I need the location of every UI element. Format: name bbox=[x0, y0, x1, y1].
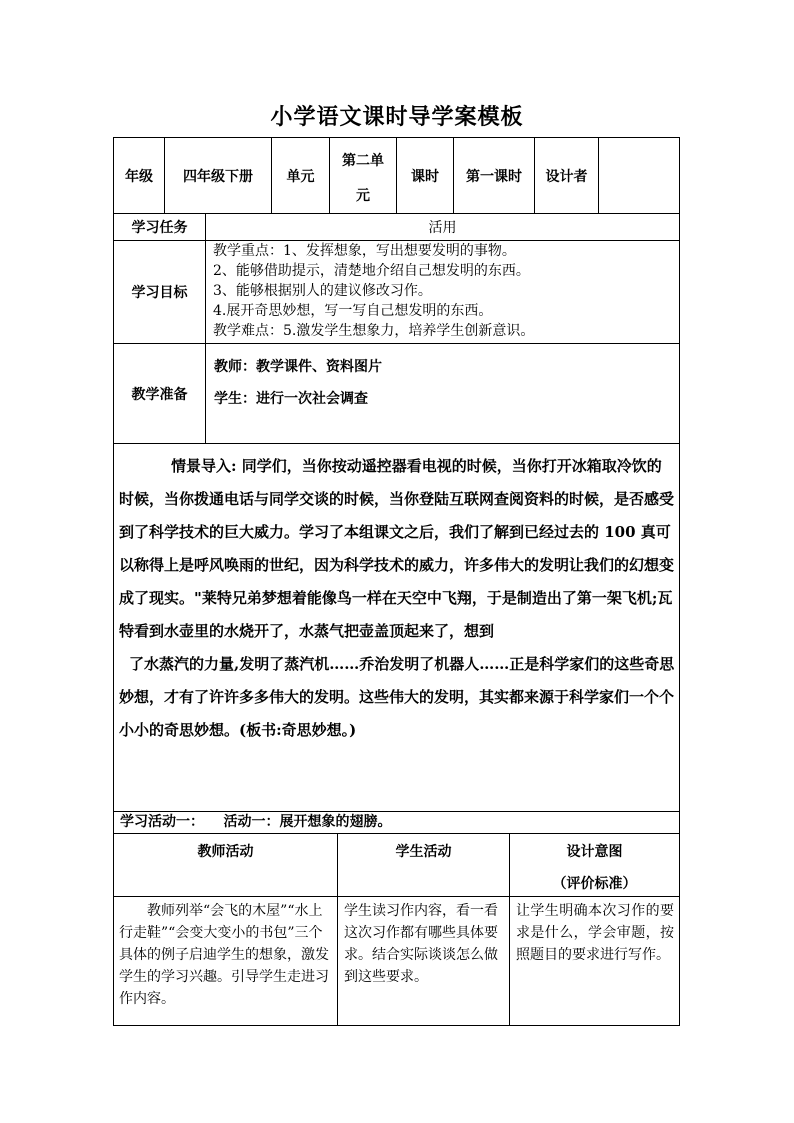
goal-line: 4.展开奇思妙想，写一写自己想发明的东西。 bbox=[213, 303, 493, 319]
grade-label: 年级 bbox=[125, 168, 153, 185]
goal-line: 3、能够根据别人的建议修改习作。 bbox=[213, 283, 432, 299]
page-title: 小学语文课时导学案模板 bbox=[270, 104, 524, 130]
col-teacher-activity: 教师活动 bbox=[197, 844, 254, 860]
designer-value bbox=[599, 138, 679, 213]
intro-section bbox=[119, 450, 675, 810]
teacher-activity-text: 教师列举“会飞的木屋”“水上行走鞋”“会变大变小的书包”三个具体的例子启迪学生的想象，激发学生的学习兴趣。引导学生走进习作内容。 bbox=[119, 903, 329, 1007]
grade-value: 四年级下册 bbox=[183, 168, 253, 185]
intro-paragraph-1: 情景导入: 同学们，当你按动遥控器看电视的时候，当你打开冰箱取冷饮的时候，当你拨通电话与同学交谈的时候，当你登陆互联网查阅资料的时候，是否感受到了科学技术的巨大威力。学习了本组课文之后，我们了解到已经过去的 100 真可以称得上是呼风唤雨的世纪，因为科学技术的威力，许多伟大的发明让我们的幻想变成了现实。"莱特兄弟梦想着能像鸟一样在天空中飞翔，于是制造出了第一架飞机;瓦特看到水壶里的水烧开了，水蒸气把壶盖顶起来了，想到 bbox=[119, 457, 675, 640]
unit-value-line-2: 元 bbox=[356, 188, 370, 204]
intro-paragraph-2: 了水蒸汽的力量,发明了蒸汽机……乔治发明了机器人……正是科学家们的这些奇思妙想，才有了许许多多伟大的发明。这些伟大的发明，其实都来源于科学家们一个个小小的奇思妙想。(板书:奇思妙想。) bbox=[119, 655, 675, 739]
unit-value-line-1: 第二单 bbox=[342, 153, 384, 169]
col-design-line-1: 设计意图 bbox=[566, 844, 623, 860]
goal-line: 教学难点：5.激发学生想象力，培养学生创新意识。 bbox=[213, 323, 535, 339]
col-student-activity: 学生活动 bbox=[395, 844, 452, 860]
design-intent-text: 让学生明确本次习作的要求是什么，学会审题，按照题目的要求进行写作。 bbox=[516, 903, 674, 963]
task-label: 学习任务 bbox=[131, 220, 188, 236]
lesson-label: 课时 bbox=[411, 168, 439, 185]
prep-label: 教学准备 bbox=[131, 386, 188, 403]
col-design-intent bbox=[510, 841, 679, 893]
prep-student: 学生：进行一次社会调查 bbox=[214, 391, 368, 407]
designer-label: 设计者 bbox=[545, 168, 588, 185]
lesson-plan-table bbox=[113, 137, 680, 1026]
activity-heading: 学习活动一： 活动一：展开想象的翅膀。 bbox=[120, 814, 392, 830]
goal-line: 2、能够借助提示，清楚地介绍自己想发明的东西。 bbox=[213, 263, 530, 279]
lesson-value: 第一课时 bbox=[466, 168, 522, 185]
goals-content bbox=[213, 241, 673, 343]
unit-label: 单元 bbox=[286, 168, 315, 185]
col-design-line-2: （评价标准） bbox=[552, 876, 637, 892]
student-activity-text: 学生读习作内容，看一看这次习作都有哪些具体要求。结合实际谈谈怎么做到这些要求。 bbox=[344, 903, 498, 985]
unit-value bbox=[330, 138, 396, 213]
prep-teacher: 教师：教学课件、资料图片 bbox=[214, 359, 382, 375]
goals-label: 学习目标 bbox=[131, 285, 188, 301]
task-value: 活用 bbox=[428, 220, 457, 236]
goal-line: 教学重点：1、发挥想象，写出想要发明的事物。 bbox=[213, 243, 516, 259]
